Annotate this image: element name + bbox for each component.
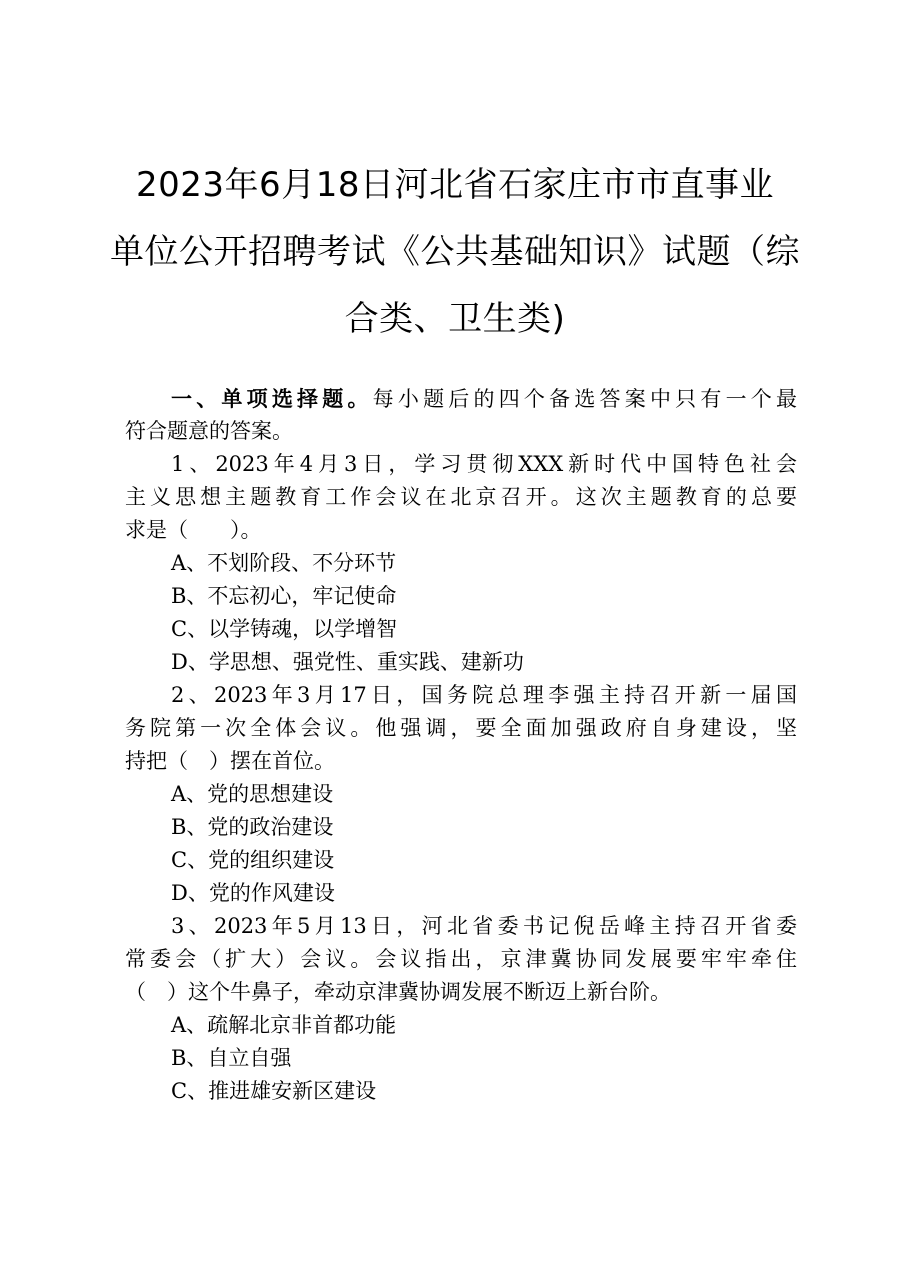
question-3-option-a: A、疏解北京非首都功能 xyxy=(171,1013,397,1037)
document-body xyxy=(125,382,797,1108)
section-instruction: 每小题后的四个备选答案中只有一个最 xyxy=(372,387,798,411)
question-3-option-b: B、自立自强 xyxy=(171,1046,292,1070)
question-3-line-3: （ ）这个牛鼻子，牵动京津冀协调发展不断迈上新台阶。 xyxy=(125,980,671,1004)
question-2-option-d: D、党的作风建设 xyxy=(171,881,335,905)
question-1-line-3: 求是（ ）。 xyxy=(125,518,262,542)
title-line-2: 单位公开招聘考试《公共基础知识》试题（综 xyxy=(110,232,800,272)
question-3-line-1: 3、2023年5月13日，河北省委书记倪岳峰主持召开省委 xyxy=(171,914,797,938)
question-1-option-c: C、以学铸魂，以学增智 xyxy=(171,617,398,641)
question-1-line-2: 主义思想主题教育工作会议在北京召开。这次主题教育的总要 xyxy=(125,485,797,509)
question-2-option-a: A、党的思想建设 xyxy=(171,782,334,806)
question-2-option-c: C、党的组织建设 xyxy=(171,848,335,872)
question-2-line-2: 务院第一次全体会议。他强调，要全面加强政府自身建设，坚 xyxy=(125,716,797,740)
question-1-option-a: A、不划阶段、不分环节 xyxy=(171,551,397,575)
section-instruction-continued: 符合题意的答案。 xyxy=(125,419,293,443)
question-3-option-c: C、推进雄安新区建设 xyxy=(171,1079,377,1103)
section-heading: 一、单项选择题。 xyxy=(171,386,373,411)
question-2-option-b: B、党的政治建设 xyxy=(171,815,334,839)
question-3-line-2: 常委会（扩大）会议。会议指出，京津冀协同发展要牢牢牵住 xyxy=(125,947,797,971)
question-2-line-3: 持把（ ）摆在首位。 xyxy=(125,749,335,773)
title-line-3: 合类、卫生类) xyxy=(344,299,566,339)
question-1-option-d: D、学思想、强党性、重实践、建新功 xyxy=(171,650,524,674)
question-1-line-1: 1、2023年4月3日，学习贯彻XXX新时代中国特色社会 xyxy=(171,452,797,476)
section-intro xyxy=(125,382,797,415)
title-line-1: 2023年6月18日河北省石家庄市市直事业 xyxy=(136,165,774,205)
question-1-option-b: B、不忘初心，牢记使命 xyxy=(171,584,397,608)
document-title xyxy=(110,152,800,353)
question-2-line-1: 2、2023年3月17日，国务院总理李强主持召开新一届国 xyxy=(171,683,797,707)
